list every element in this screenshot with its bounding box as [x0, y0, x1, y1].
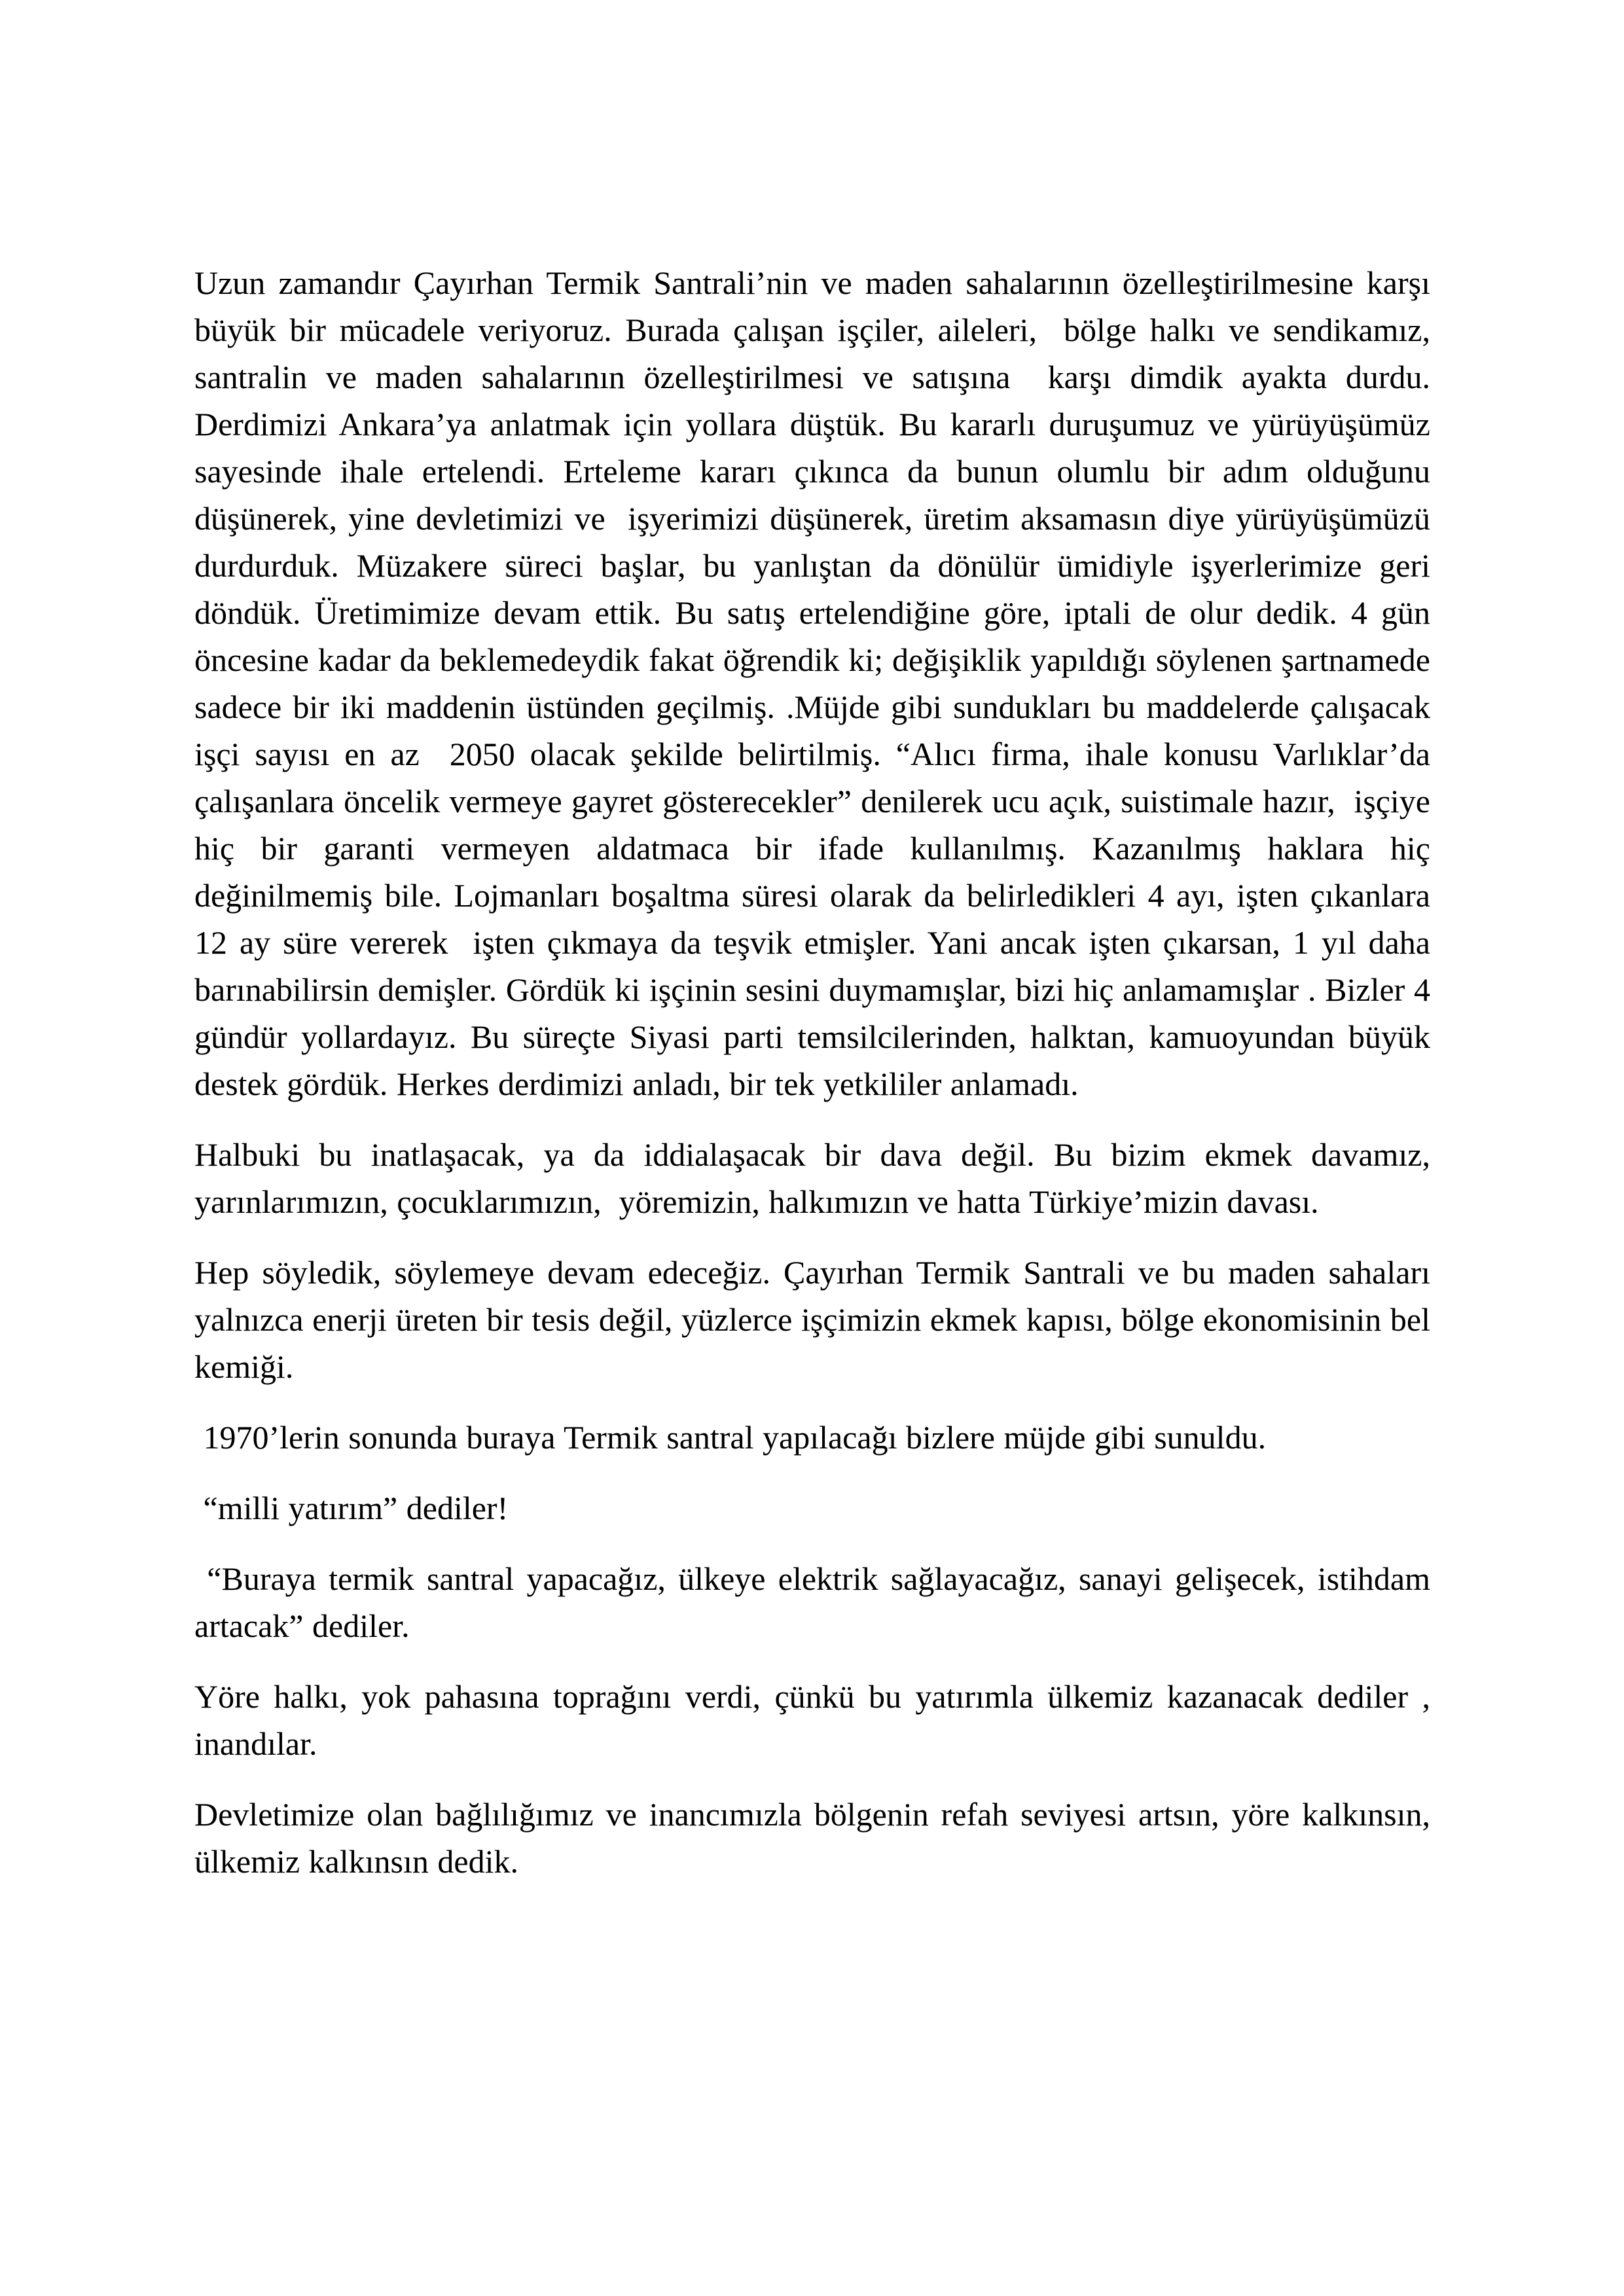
paragraph-locals-gave-land: Yöre halkı, yok pahasına toprağını verdi, çünkü bu yatırımla ülkemiz kazanacak dediler , inandılar.: [194, 1678, 1430, 1762]
paragraph-santral-promise-quote: “Buraya termik santral yapacağız, ülkeye elektrik sağlayacağız, sanayi gelişecek, istihdam artacak” dediler.: [194, 1560, 1430, 1644]
paragraph-1970s-promise: 1970’lerin sonunda buraya Termik santral yapılacağı bizlere müjde gibi sunuldu.: [194, 1419, 1267, 1456]
paragraph-milli-yatirim-quote: “milli yatırım” dediler!: [194, 1490, 509, 1526]
paragraph-breadwinner: Hep söyledik, söylemeye devam edeceğiz. Çayırhan Termik Santrali ve bu maden sahaları yalnızca enerji üreten bir tesis değil, yüzlerce işçimizin ekmek kapısı, bölge ekonomisinin bel kemiği.: [194, 1254, 1430, 1385]
paragraph-intro-struggle: Uzun zamandır Çayırhan Termik Santrali’nin ve maden sahalarının özelleştirilmesine karşı büyük bir mücadele veriyoruz. Burada çalışan işçiler, aileleri, bölge halkı ve sendikamız, santralin ve maden sahalarının özelleştirilmesi ve satışına karşı dimdik ayakta durdu. Derdimizi Ankara’ya anlatmak için yollara düştük. Bu kararlı duruşumuz ve yürüyüşümüz sayesinde ihale ertelendi. Erteleme kararı çıkınca da bunun olumlu bir adım olduğunu düşünerek, yine devletimizi ve işyerimizi düşünerek, üretim aksamasın diye yürüyüşümüzü durdurduk. Müzakere süreci başlar, bu yanlıştan da dönülür ümidiyle işyerlerimize geri döndük. Üretimimize devam ettik. Bu satış ertelendiğine göre, iptali de olur dedik. 4 gün öncesine kadar da beklemedeydik fakat öğrendik ki; değişiklik yapıldığı söylenen şartnamede sadece bir iki maddenin üstünden geçilmiş. .Müjde gibi sundukları bu maddelerde çalışacak işçi sayısı en az 2050 olacak şekilde belirtilmiş. “Alıcı firma, ihale konusu Varlıklar’da çalışanlara öncelik vermeye gayret gösterecekler” denilerek ucu açık, suistimale hazır, işçiye hiç bir garanti vermeyen aldatmaca bir ifade kullanılmış. Kazanılmış haklara hiç değinilmemiş bile. Lojmanları boşaltma süresi olarak da belirledikleri 4 ayı, işten çıkanlara 12 ay süre vererek işten çıkmaya da teşvik etmişler. Yani ancak işten çıkarsan, 1 yıl daha barınabilirsin demişler. Gördük ki işçinin sesini duymamışlar, bizi hiç anlamamışlar . Bizler 4 gündür yollardayız. Bu süreçte Siyasi parti temsilcilerinden, halktan, kamuoyundan büyük destek gördük. Herkes derdimizi anladı, bir tek yetkililer anlamadı.: [194, 264, 1430, 1102]
paragraph-loyalty-to-state: Devletimize olan bağlılığımız ve inancımızla bölgenin refah seviyesi artsın, yöre kalkınsın, ülkemiz kalkınsın dedik.: [194, 1796, 1430, 1880]
paragraph-our-cause: Halbuki bu inatlaşacak, ya da iddialaşacak bir dava değil. Bu bizim ekmek davamız, yarınlarımızın, çocuklarımızın, yöremizin, halkımızın ve hatta Türkiye’mizin davası.: [194, 1136, 1430, 1220]
